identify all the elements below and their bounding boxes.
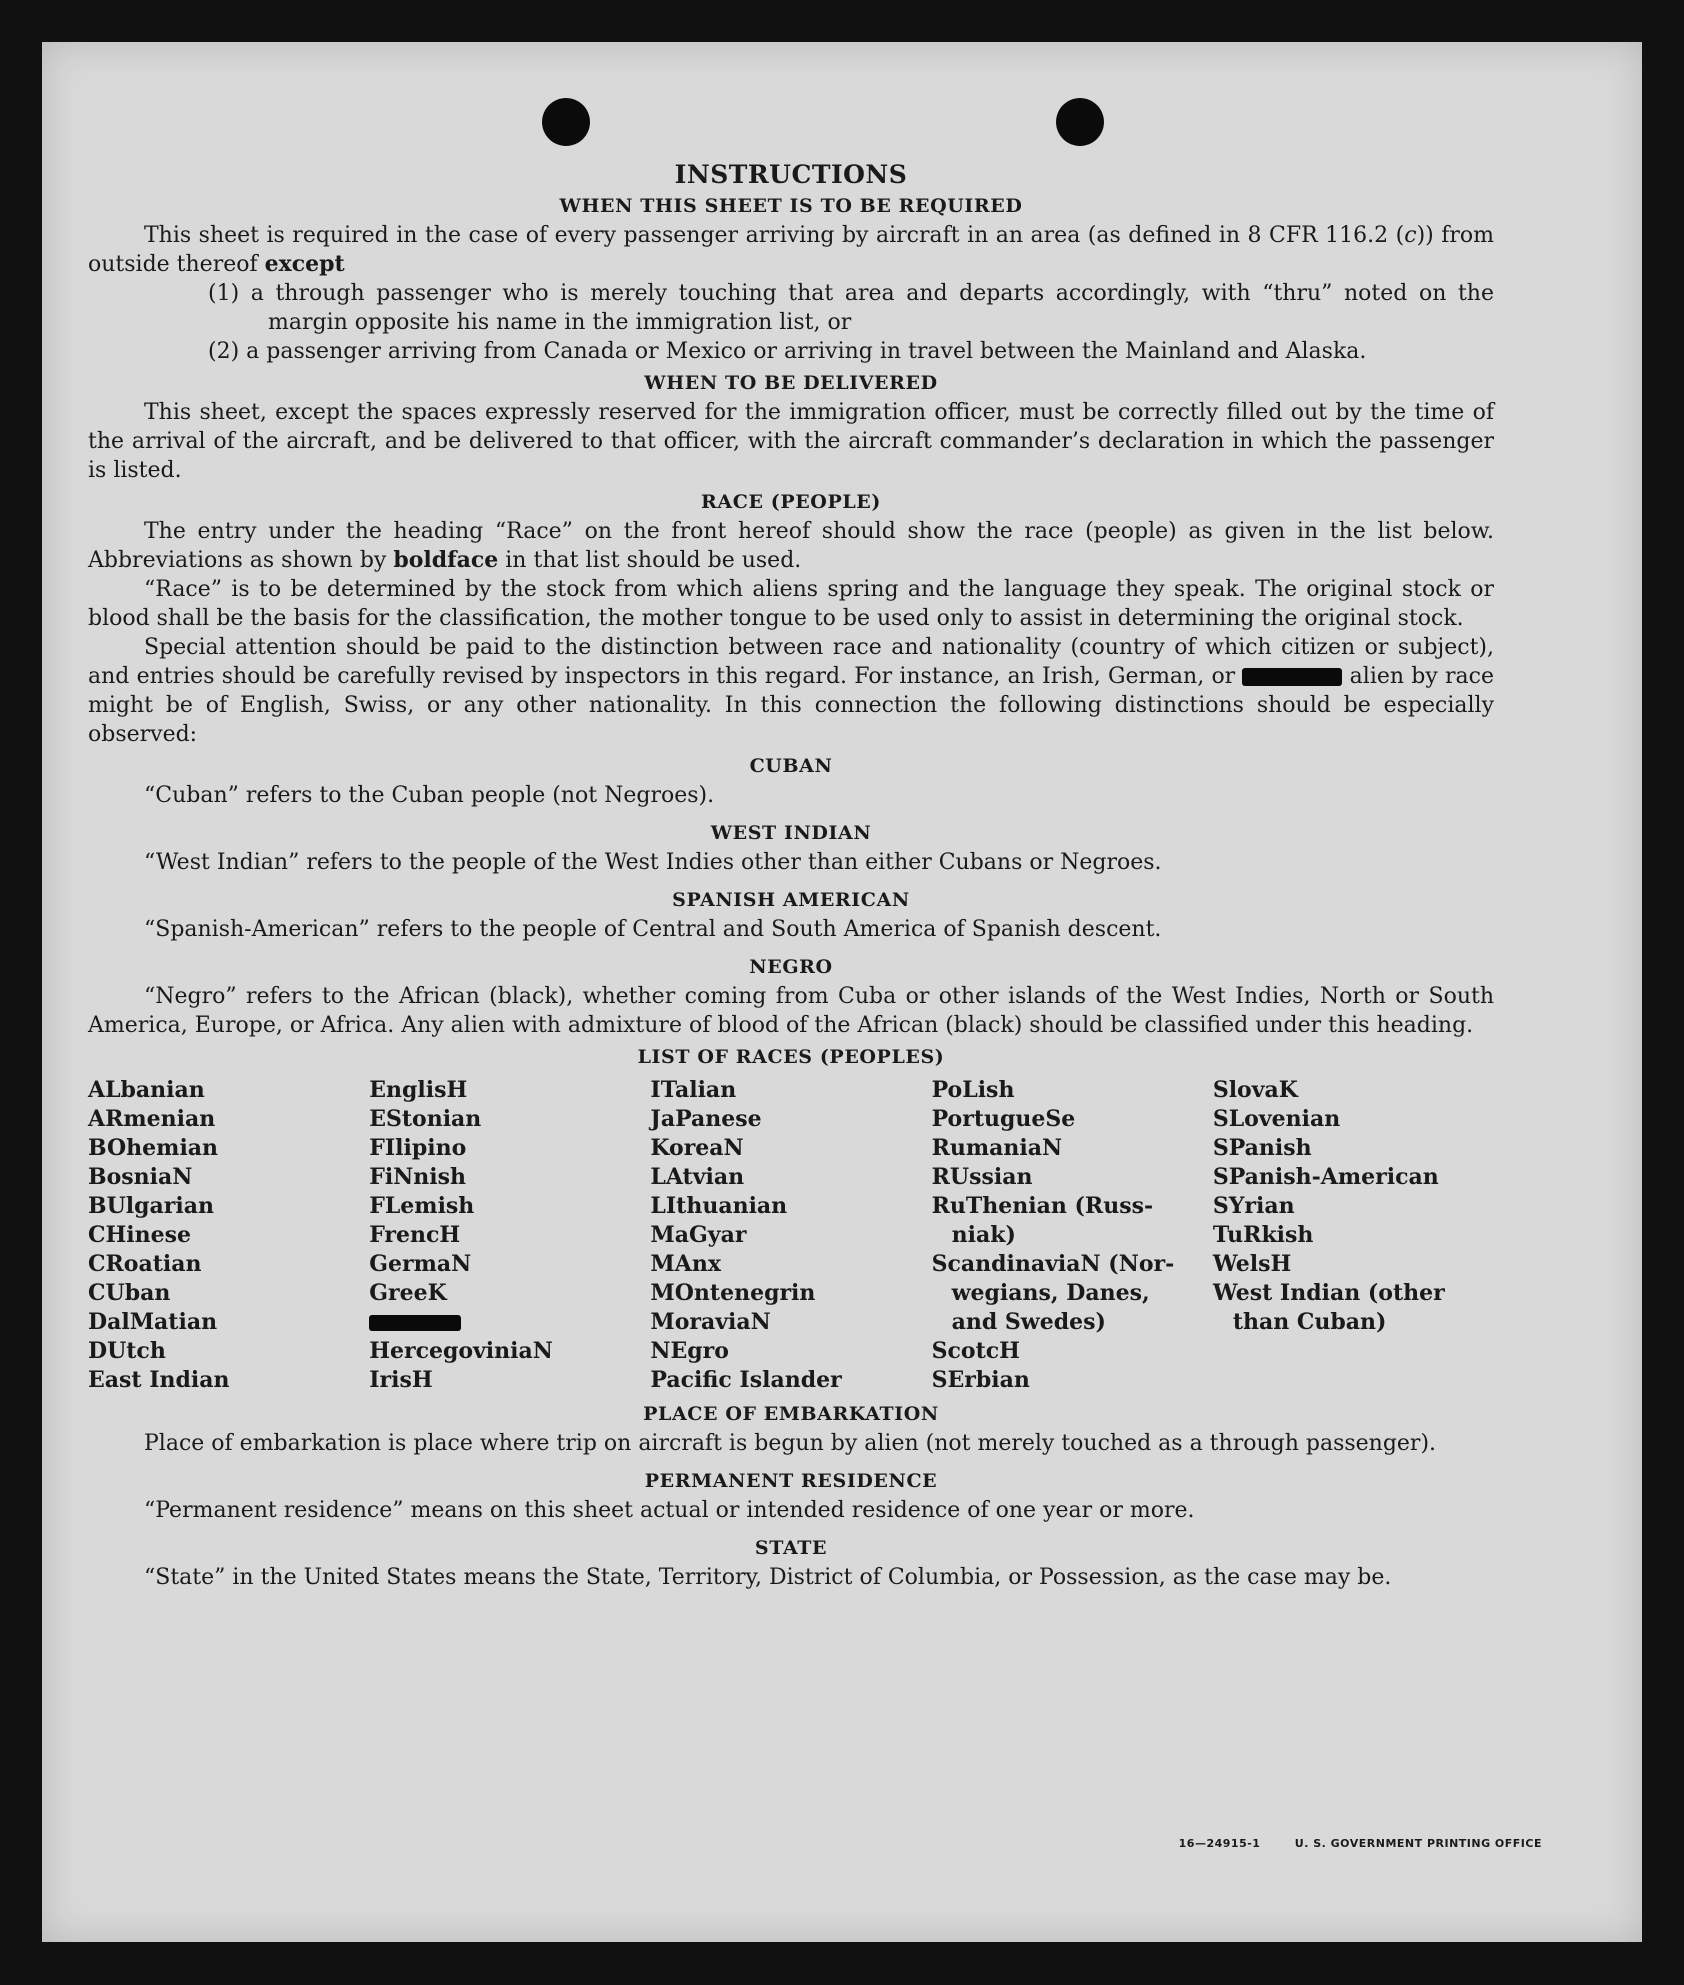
redaction-mark [1242,668,1342,686]
race-item: LIthuanian [650,1193,788,1219]
race-item: GermaN [369,1251,472,1277]
race-item: DUtch [88,1338,166,1364]
spanish-american-text: “Spanish-American” refers to the people of Central and South America of Spanish descent. [144,917,1162,942]
heading-spanish-american: SPANISH AMERICAN [672,889,910,911]
race-item: West Indian (other [1212,1280,1445,1306]
race-item: FrencH [369,1222,461,1248]
race-item-continued: wegians, Danes, [951,1280,1150,1306]
race-item: BosniaN [88,1164,193,1190]
race-item: FLemish [369,1193,475,1219]
race-item: BUlgarian [88,1193,214,1219]
race-item: EStonian [369,1106,482,1132]
race-item: BOhemian [88,1135,219,1161]
race-item: DalMatian [88,1309,218,1335]
delivered-text: This sheet, except the spaces expressly reserved for the immigration officer, must be correctly filled out by the time of the arrival of the aircraft, and be delivered to that officer, with the aircraft commander’s declaration in which the passenger is listed. [88,400,1494,483]
heading-state: STATE [754,1537,828,1559]
race-paragraph-1: The entry under the heading “Race” on the front hereof should show the race (people) as given in the list below. Abbreviations as shown by boldface in that list should be used. [88,519,1494,573]
race-item: CRoatian [88,1251,202,1277]
races-column-1 [88,1076,369,1395]
embarkation-text: Place of embarkation is place where trip on aircraft is begun by alien (not merely touched as a through passenger). [144,1431,1437,1456]
races-column-5 [1213,1076,1494,1395]
race-item: MOntenegrin [650,1280,816,1306]
race-item: MaGyar [650,1222,747,1248]
race-item: CUban [88,1280,171,1306]
race-item-continued: than Cuban) [1232,1309,1387,1335]
page-title: INSTRUCTIONS [674,160,908,189]
race-item: CHinese [88,1222,192,1248]
race-item: MAnx [650,1251,721,1277]
races-column-4 [932,1076,1213,1395]
heading-cuban: CUBAN [749,755,833,777]
races-column-3 [650,1076,931,1395]
race-item-continued: and Swedes) [951,1309,1106,1335]
race-item: ALbanian [88,1077,205,1103]
race-item: FiNnish [369,1164,467,1190]
race-item: East Indian [88,1367,230,1393]
race-item: LAtvian [650,1164,745,1190]
race-item: JaPanese [650,1106,762,1132]
race-item-continued: niak) [951,1222,1016,1248]
document-page [42,42,1642,1942]
heading-west-indian: WEST INDIAN [710,822,872,844]
required-intro: This sheet is required in the case of every passenger arriving by aircraft in an area (as defined in 8 CFR 116.2 (c)) from outside thereof except [88,223,1494,277]
race-item: Pacific Islander [650,1367,842,1393]
instructions-content [88,160,1494,1592]
heading-negro: NEGRO [749,956,833,978]
race-item: SlovaK [1212,1077,1298,1103]
race-item: SLovenian [1212,1106,1341,1132]
race-item: RuThenian (Russ- [931,1193,1154,1219]
cuban-text: “Cuban” refers to the Cuban people (not Negroes). [144,783,715,808]
race-item: SYrian [1212,1193,1295,1219]
race-item: RumaniaN [931,1135,1063,1161]
race-item: SErbian [931,1367,1030,1393]
heading-embarkation: PLACE OF EMBARKATION [643,1403,939,1425]
heading-race: RACE (PEOPLE) [701,491,881,513]
race-item: KoreaN [650,1135,744,1161]
required-item-1: (1) a through passenger who is merely touching that area and departs accordingly, with “thru” noted on the margin opposite his name in the immigration list, or [208,281,1494,335]
negro-text: “Negro” refers to the African (black), whether coming from Cuba or other islands of the West Indies, North or South America, Europe, or Africa. Any alien with admixture of blood of the African (black) should be classified under this heading. [88,984,1494,1038]
race-paragraph-3: Special attention should be paid to the distinction between race and nationality (country of which citizen or subject), and entries should be carefully revised by inspectors in this regard. For instance, an Irish, German, or alien by race might be of English, Swiss, or any other nationality. In this connection the following distinctions should be especially observed: [88,635,1494,747]
heading-list-of-races: LIST OF RACES (PEOPLES) [637,1046,945,1068]
races-column-2 [369,1076,650,1395]
printer-footer [1149,1837,1542,1850]
state-text: “State” in the United States means the State, Territory, District of Columbia, or Possession, as the case may be. [144,1565,1392,1590]
printer-name: U. S. GOVERNMENT PRINTING OFFICE [1294,1837,1542,1850]
heading-residence: PERMANENT RESIDENCE [644,1470,938,1492]
race-item: SPanish [1212,1135,1312,1161]
race-item: TuRkish [1212,1222,1314,1248]
west-indian-text: “West Indian” refers to the people of the West Indies other than either Cubans or Negroes. [144,850,1162,875]
race-item: HercegoviniaN [369,1338,553,1364]
race-item-redacted [369,1308,650,1337]
required-item-2: (2) a passenger arriving from Canada or Mexico or arriving in travel between the Mainland and Alaska. [208,339,1367,364]
heading-delivered: WHEN TO BE DELIVERED [644,372,938,394]
race-item: IrisH [369,1367,433,1393]
race-item: SPanish-American [1212,1164,1439,1190]
race-item: GreeK [369,1280,447,1306]
race-item: MoraviaN [650,1309,771,1335]
races-list [88,1076,1494,1395]
race-item: NEgro [650,1338,729,1364]
race-item: RUssian [931,1164,1033,1190]
race-item: ScotcH [931,1338,1020,1364]
race-paragraph-2: “Race” is to be determined by the stock from which aliens spring and the language they speak. The original stock or blood shall be the basis for the classification, the mother tongue to be used only to assist in determining the original stock. [88,577,1494,631]
race-item: ITalian [650,1077,737,1103]
race-item: FIlipino [369,1135,467,1161]
race-item: EnglisH [369,1077,468,1103]
heading-required: WHEN THIS SHEET IS TO BE REQUIRED [559,195,1023,217]
redaction-mark [369,1315,461,1331]
punch-hole-right [1056,98,1104,146]
residence-text: “Permanent residence” means on this sheet actual or intended residence of one year or more. [144,1498,1195,1523]
race-item: ScandinaviaN (Nor- [931,1251,1175,1277]
race-item: WelsH [1212,1251,1292,1277]
form-code: 16—24915-1 [1178,1837,1261,1850]
punch-hole-left [542,98,590,146]
race-item: PortugueSe [931,1106,1076,1132]
race-item: ARmenian [88,1106,216,1132]
race-item: PoLish [931,1077,1015,1103]
